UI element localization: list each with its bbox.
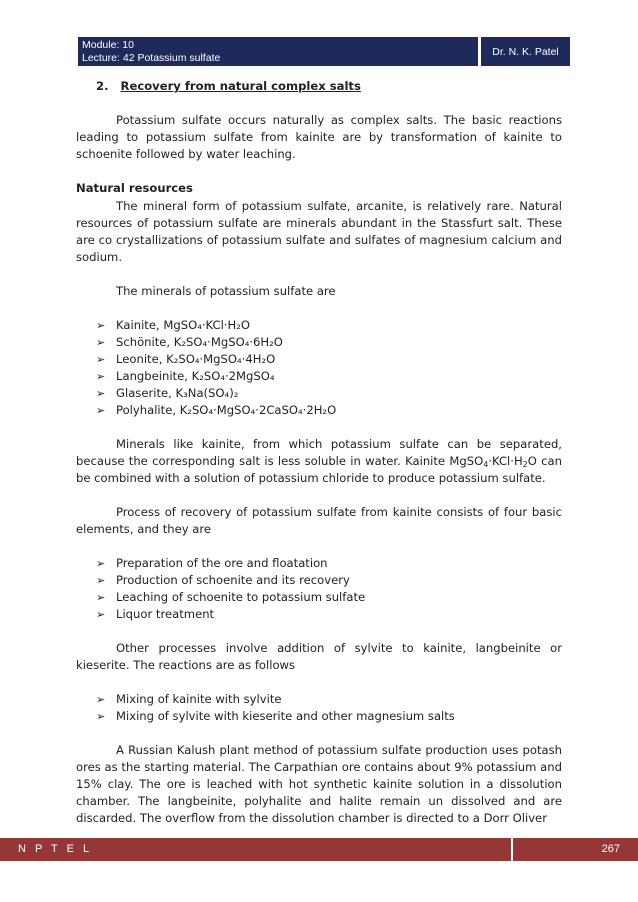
list-item: ➢ Polyhalite, K₂SO₄·MgSO₄·2CaSO₄·2H₂O — [96, 403, 337, 417]
header-lecture: Lecture: 42 Potassium sulfate — [82, 52, 221, 64]
list-item: ➢ Kainite, MgSO₄·KCl·H₂O — [96, 318, 250, 332]
arrow-bullet-icon: ➢ — [96, 574, 106, 587]
list-item: ➢ Leaching of schoenite to potassium sulfate — [96, 590, 366, 604]
arrow-bullet-icon: ➢ — [96, 693, 106, 706]
arrow-bullet-icon: ➢ — [96, 353, 106, 366]
section-number: 2. — [96, 79, 109, 93]
list-item: ➢ Schönite, K₂SO₄·MgSO₄·6H₂O — [96, 335, 283, 349]
process-steps-list — [76, 555, 562, 623]
arrow-bullet-icon: ➢ — [96, 370, 106, 383]
other-processes-list — [76, 691, 562, 725]
document-body — [76, 78, 562, 844]
paragraph-other-processes: Other processes involve addition of sylvite to kainite, langbeinite or kieserite. The reactions are as follows — [76, 641, 562, 672]
minerals-list — [76, 317, 562, 419]
list-item: ➢ Mixing of kainite with sylvite — [96, 692, 282, 706]
page-header — [78, 37, 570, 66]
arrow-bullet-icon: ➢ — [96, 319, 106, 332]
list-item: ➢ Glaserite, K₃Na(SO₄)₂ — [96, 386, 239, 400]
arrow-bullet-icon: ➢ — [96, 336, 106, 349]
arrow-bullet-icon: ➢ — [96, 404, 106, 417]
paragraph-kalush: A Russian Kalush plant method of potassium sulfate production uses potash ores as the starting material. The Carpathian ore contains about 9% potassium and 15% clay. The ore is leached with hot synthetic kainite solution in a dissolution chamber. The langbeinite, polyhalite and halite remain un dissolved and are discarded. The overflow from the dissolution chamber is directed to a Dorr Oliver — [76, 743, 562, 825]
page-number: 267 — [601, 843, 620, 855]
paragraph-process: Process of recovery of potassium sulfate from kainite consists of four basic elements, and they are — [76, 505, 562, 536]
list-item: ➢ Leonite, K₂SO₄·MgSO₄·4H₂O — [96, 352, 276, 366]
header-author-box — [481, 37, 570, 66]
list-item: ➢ Preparation of the ore and floatation — [96, 556, 328, 570]
paragraph-natural-resources: The mineral form of potassium sulfate, arcanite, is relatively rare. Natural resources of potassium sulfate are minerals abundant in the Stassfurt salt. These are co crystallizations of potassium sulfate and sulfates of magnesium calcium and sodium. — [76, 199, 562, 264]
arrow-bullet-icon: ➢ — [96, 591, 106, 604]
arrow-bullet-icon: ➢ — [96, 387, 106, 400]
arrow-bullet-icon: ➢ — [96, 608, 106, 621]
section-title: Recovery from natural complex salts — [120, 79, 361, 93]
header-module-box — [78, 37, 478, 66]
paragraph-minerals-intro: The minerals of potassium sulfate are — [116, 284, 336, 298]
footer-label: N P T E L — [18, 843, 93, 855]
header-module: Module: 10 — [82, 39, 134, 51]
arrow-bullet-icon: ➢ — [96, 710, 106, 723]
list-item: ➢ Liquor treatment — [96, 607, 215, 621]
list-item: ➢ Langbeinite, K₂SO₄·2MgSO₄ — [96, 369, 275, 383]
footer-divider — [511, 838, 513, 861]
page-footer — [0, 838, 638, 861]
list-item: ➢ Mixing of sylvite with kieserite and other magnesium salts — [96, 709, 455, 723]
header-author: Dr. N. K. Patel — [492, 45, 559, 58]
natural-resources-heading: Natural resources — [76, 181, 193, 195]
arrow-bullet-icon: ➢ — [96, 557, 106, 570]
paragraph-kainite: Minerals like kainite, from which potassium sulfate can be separated, because the corresponding salt is less soluble in water. Kainite $MgSO_4\cdot KCl\cdot H_2O$ can be combined with a solution of potassium chloride to produce potassium sulfate. — [76, 437, 562, 485]
section-heading — [96, 78, 562, 95]
paragraph-intro: Potassium sulfate occurs naturally as complex salts. The basic reactions leading to potassium sulfate from kainite are by transformation of kainite to schoenite followed by water leaching. — [76, 113, 562, 161]
list-item: ➢ Production of schoenite and its recovery — [96, 573, 350, 587]
